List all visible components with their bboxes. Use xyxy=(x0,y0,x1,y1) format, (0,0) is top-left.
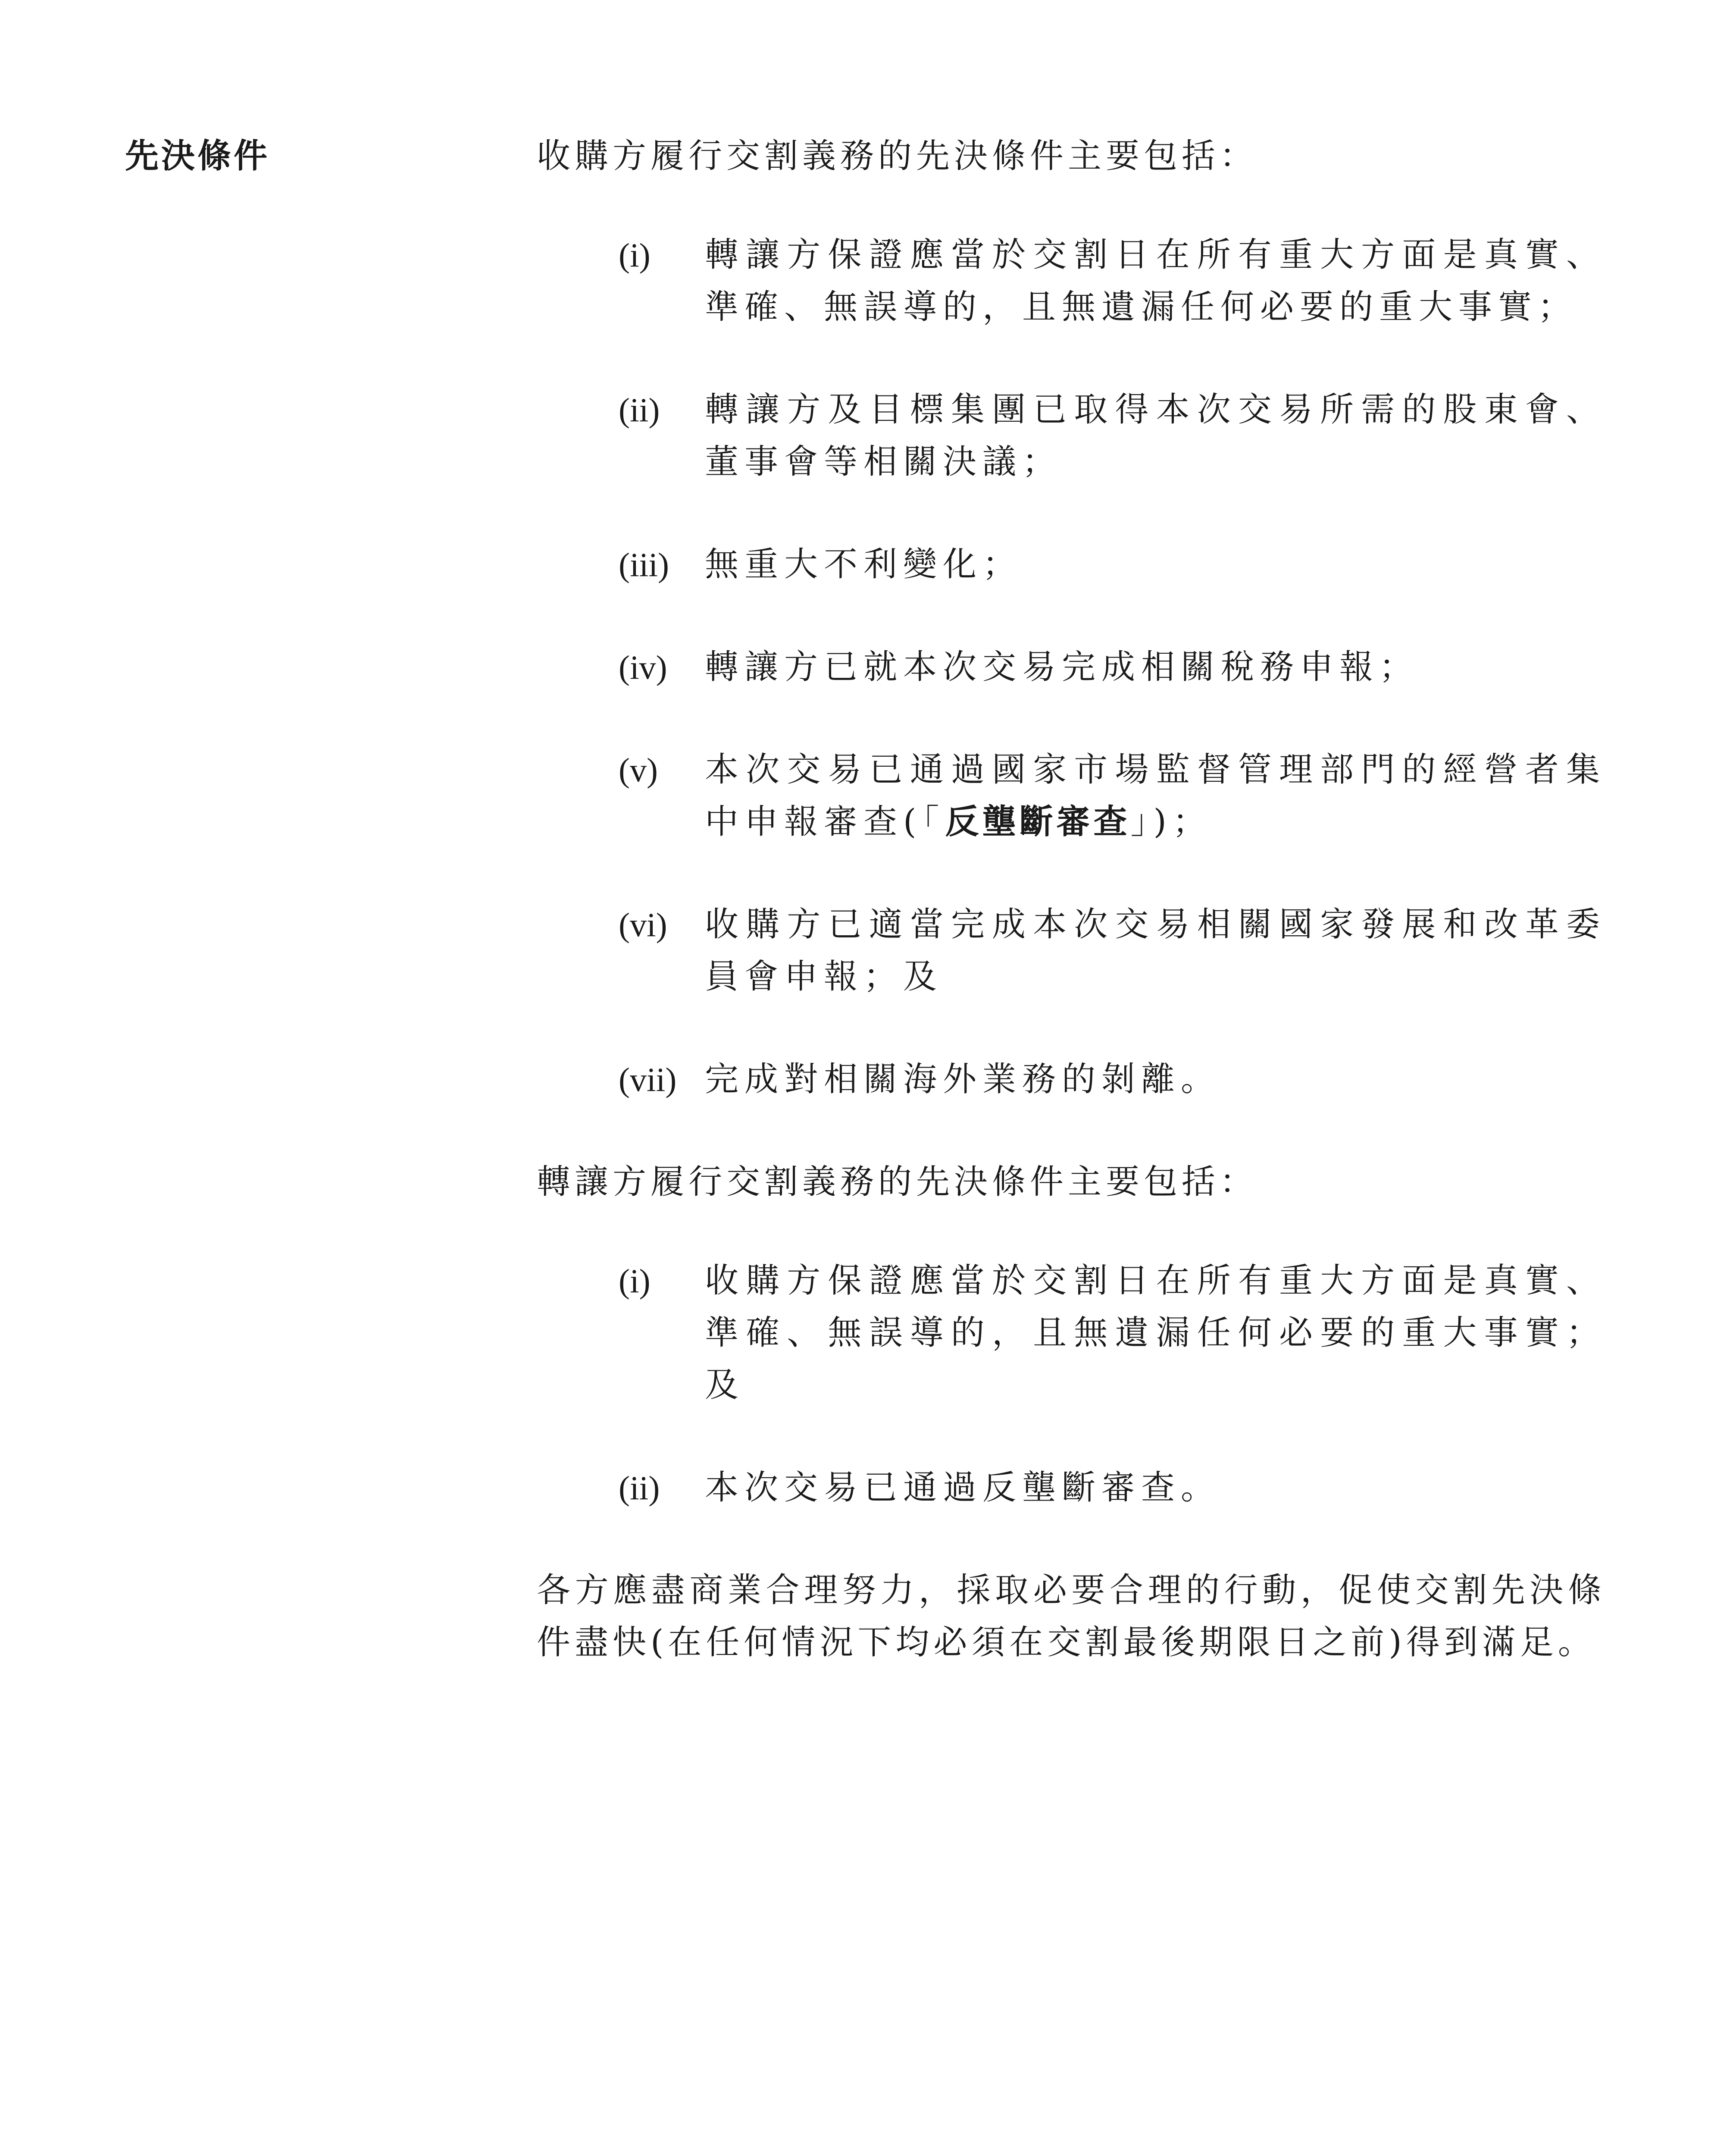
item-number: (i) xyxy=(619,1262,651,1300)
item-text xyxy=(705,744,1606,848)
item-number: (i) xyxy=(619,236,651,274)
item-text: 無重大不利變化； xyxy=(705,545,1023,584)
item-text-before: 本次交易已通過國家市場監督管理部門的經營者集中申報審查(「 xyxy=(705,750,1606,841)
list-item xyxy=(619,1462,1606,1514)
list-item xyxy=(619,641,1606,693)
defined-term: 反壟斷審查 xyxy=(945,802,1131,841)
item-text: 轉讓方已就本次交易完成相關稅務申報； xyxy=(705,648,1419,686)
item-number: (iii) xyxy=(619,546,669,583)
buyer-conditions-list xyxy=(537,229,1606,1106)
section-heading: 先決條件 xyxy=(125,137,270,175)
item-text: 轉讓方保證應當於交割日在所有重大方面是真實、準確、無誤導的，且無遺漏任何必要的重大事實； xyxy=(705,235,1606,326)
list-item xyxy=(619,539,1606,591)
list-item xyxy=(619,744,1606,848)
list-item xyxy=(619,229,1606,333)
item-number: (ii) xyxy=(619,391,660,429)
item-text: 收購方保證應當於交割日在所有重大方面是真實、準確、無誤導的，且無遺漏任何必要的重大事實；及 xyxy=(705,1261,1606,1404)
item-text: 轉讓方及目標集團已取得本次交易所需的股東會、董事會等相關決議； xyxy=(705,390,1606,481)
closing-paragraph: 各方應盡商業合理努力，採取必要合理的行動，促使交割先決條件盡快(在任何情況下均必須在交割最後期限日之前)得到滿足。 xyxy=(537,1571,1606,1662)
list-item xyxy=(619,384,1606,488)
item-text: 本次交易已通過反壟斷審查。 xyxy=(705,1468,1221,1507)
list-item xyxy=(619,1053,1606,1106)
seller-conditions-intro: 轉讓方履行交割義務的先決條件主要包括： xyxy=(537,1163,1258,1201)
item-text: 完成對相關海外業務的剝離。 xyxy=(705,1060,1221,1099)
list-item xyxy=(619,899,1606,1003)
item-text: 收購方已適當完成本次交易相關國家發展和改革委員會申報；及 xyxy=(705,905,1606,996)
list-item xyxy=(619,1255,1606,1411)
item-number: (ii) xyxy=(619,1469,660,1507)
item-number: (v) xyxy=(619,751,658,789)
item-text-after: 」)； xyxy=(1130,802,1212,841)
seller-conditions-list xyxy=(537,1255,1606,1514)
item-number: (vi) xyxy=(619,906,667,943)
item-number: (iv) xyxy=(619,649,667,686)
item-number: (vii) xyxy=(619,1061,677,1098)
section-body xyxy=(537,130,1606,1669)
buyer-conditions-intro: 收購方履行交割義務的先決條件主要包括： xyxy=(537,137,1258,175)
